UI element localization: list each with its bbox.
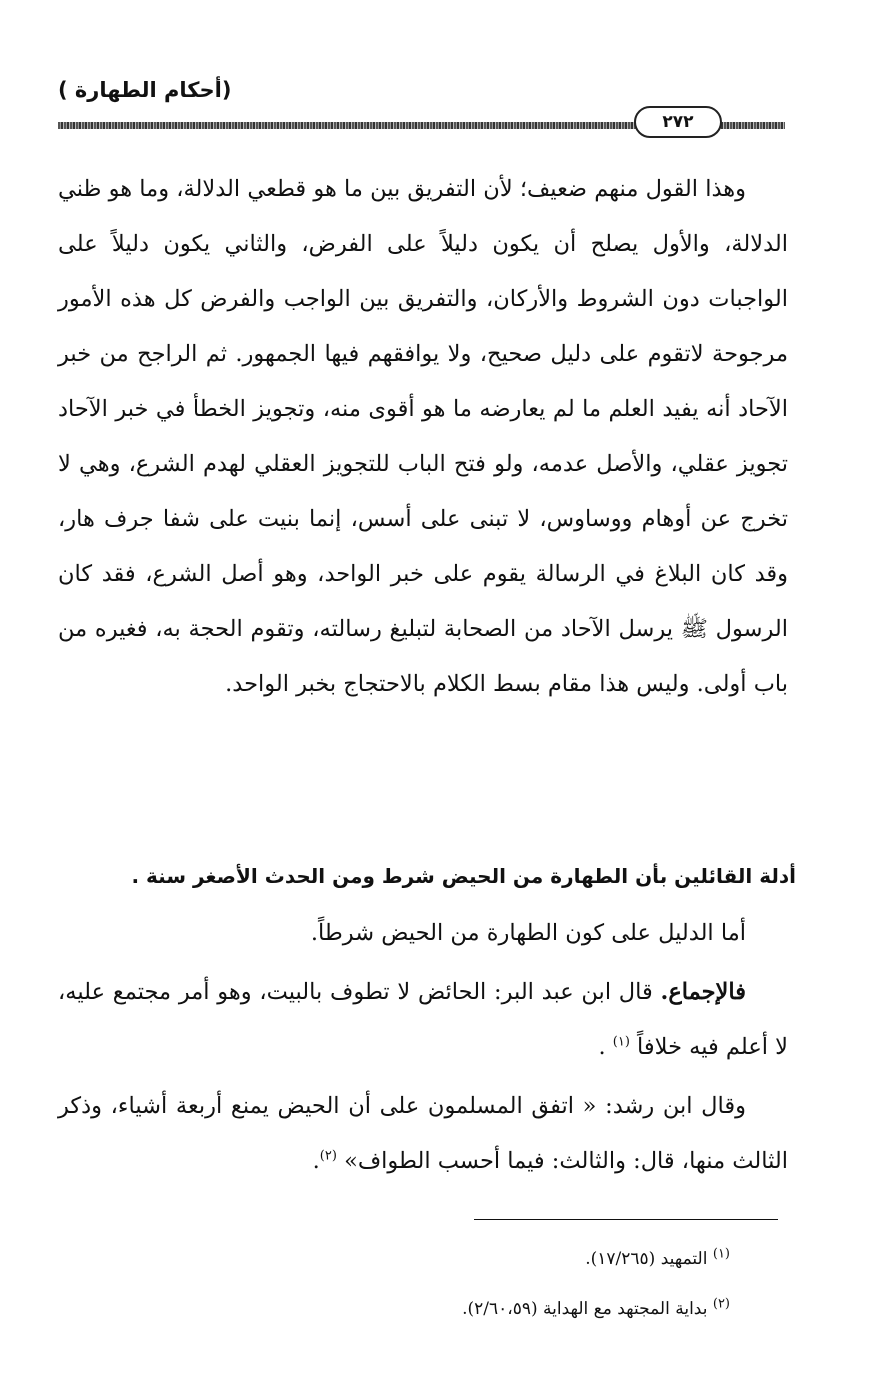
footnote-number: (١) — [712, 1246, 730, 1262]
ijma-end: . — [598, 1034, 613, 1060]
page-number: ٢٧٢ — [634, 106, 722, 138]
footnote-2 — [300, 1284, 730, 1334]
footnote-number: (٢) — [712, 1296, 730, 1312]
footnote-ref-1[interactable]: (١) — [612, 1034, 630, 1050]
rushd-paragraph — [58, 1079, 788, 1189]
footnote-ref-2[interactable]: (٢) — [319, 1148, 337, 1164]
rushd-end: . — [312, 1148, 320, 1174]
running-title: (أحكام الطهارة ) — [58, 78, 232, 102]
footnotes — [300, 1234, 730, 1334]
section-heading: أدلة القائلين بأن الطهارة من الحيض شرط ومن الحدث الأصغر سنة . — [131, 864, 796, 888]
ijma-lead: فالإجماع. — [660, 979, 746, 1005]
section-body — [58, 906, 788, 1189]
footnote-text: التمهيد (١٧/٢٦٥). — [585, 1249, 713, 1269]
section-intro: أما الدليل على كون الطهارة من الحيض شرطاً. — [310, 920, 746, 946]
ijma-paragraph — [58, 965, 788, 1075]
footnote-text: بداية المجتهد مع الهداية (٢/٦٠،٥٩). — [462, 1299, 713, 1319]
footnote-1 — [300, 1234, 730, 1284]
ijma-text: قال ابن عبد البر: الحائض لا تطوف بالبيت، وهو أمر مجتمع عليه، لا أعلم فيه خلافاً — [58, 979, 788, 1060]
rushd-text: وقال ابن رشد: « اتفق المسلمون على أن الحيض يمنع أربعة أشياء، وذكر الثالث منها، قال: والثالث: فيما أحسب الطواف» — [58, 1093, 788, 1174]
main-paragraph — [58, 162, 788, 712]
footnote-divider — [474, 1219, 778, 1220]
paragraph-text: وهذا القول منهم ضعيف؛ لأن التفريق بين ما هو قطعي الدلالة، وما هو ظني الدلالة، والأول يصلح أن يكون دليلاً على الفرض، والثاني يكون دليلاً على الواجبات دون الشروط والأركان، والتفريق بين الواجب والفرض كل هذه الأمور مرجوحة لاتقوم على دليل صحيح، ولا يوافقهم فيها الجمهور. ثم الراجح من خبر الآحاد أنه يفيد العلم ما لم يعارضه ما هو أقوى منه، وتجويز الخطأ في خبر الآحاد تجويز عقلي، والأصل عدمه، ولو فتح الباب للتجويز العقلي لهدم الشرع، وهي لا تخرج عن أوهام ووساوس، لا تبنى على أسس، إنما بنيت على شفا جرف هار، وقد كان البلاغ في الرسالة يقوم على خبر الواحد، وهو أصل الشرع، فقد كان الرسول ﷺ يرسل الآحاد من الصحابة لتبليغ رسالته، وتقوم الحجة به، فغيره من باب أولى. وليس هذا مقام بسط الكلام بالاحتجاج بخبر الواحد. — [58, 176, 788, 697]
